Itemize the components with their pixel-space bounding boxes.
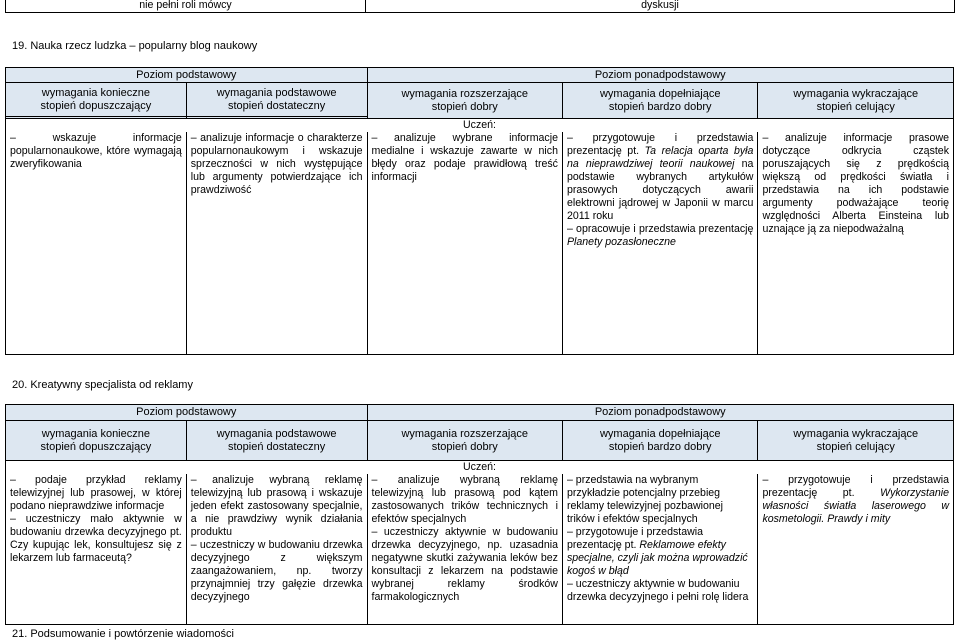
s20-cell-2: – analizuje wybraną reklamę telewizyjną lub prasową i wskazuje jeden efekt zastosowany specjalnie, a nie prawdziwy wynik działania produktu – uczestniczy w budowaniu drzewka decyzyjnego z większym zaangażowaniem, np. tworzy przynajmniej trzy gałęzie drzewka decyzyjnego xyxy=(186,474,367,624)
s20-cell-3: – analizuje wybraną reklamę telewizyjną lub prasową pod kątem zastosowanych trików technicznych i efektów specjalnych – uczestniczy aktywnie w budowaniu drzewka decyzyjnego, np. uzasadnia negatywne skutki zażywania leków bez konsultacji z lekarzem na podstawie wybranej reklamy środków farmakologicznych xyxy=(367,474,562,624)
remnant-cell-b: dyskusji xyxy=(366,0,955,12)
req-header-2: wymagania podstawowe stopień dostateczny xyxy=(186,83,367,117)
remnant-cell-a: nie pełni roli mówcy xyxy=(6,0,366,12)
advanced-level-header: Poziom ponadpodstawowy xyxy=(367,68,954,83)
req-header-4: wymagania dopełniające stopień bardzo dobry xyxy=(562,83,757,119)
basic-level-header: Poziom podstawowy xyxy=(6,405,368,421)
s19-cell-1: – wskazuje informacje popularnonaukowe, które wymagają zweryfikowania xyxy=(6,132,187,354)
s20-cell-4: – przedstawia na wybranym przykładzie potencjalny przebieg reklamy telewizyjnej pozbawionej trików i efektów specjalnych – przygotowuje i przedstawia prezentację pt. Reklamowe efekty specjalne, czyli jak można wprowadzić kogoś w błąd – uczestniczy aktywnie w budowaniu drzewka decyzyjnego i pełni rolę lidera xyxy=(562,474,757,624)
req-header-1: wymagania konieczne stopień dopuszczający xyxy=(6,421,187,461)
s19-cell-4: – przygotowuje i przedstawia prezentację pt. Ta relacja oparta była na nieprawdziwej teorii naukowej na podstawie wybranych artykułów prasowych dotyczących awarii elektrowni jądrowej w Japonii w marcu 2011 roku – opracowuje i przedstawia prezentację Planety pozasłoneczne xyxy=(562,132,757,354)
s20-cell-5: – przygotowuje i przedstawia prezentację pt. Wykorzystanie własności światła laserowego w kosmetologii. Prawdy i mity xyxy=(758,474,954,624)
basic-level-header: Poziom podstawowy xyxy=(6,68,368,83)
student-label: Uczeń: xyxy=(6,461,954,475)
s19-cell-5: – analizuje informacje prasowe dotyczące odkrycia cząstek poruszających się z prędkością większą od prędkości światła i przedstawia na ich podstawie argumenty podważające teorię względności Alberta Einsteina lub uznające ją za niepodważalną xyxy=(758,132,954,354)
req-header-3: wymagania rozszerzające stopień dobry xyxy=(367,421,562,461)
req-header-5: wymagania wykraczające stopień celujący xyxy=(758,421,954,461)
s20-cell-1: – podaje przykład reklamy telewizyjnej lub prasowej, w której podano nieprawdziwe informacje – uczestniczy mało aktywnie w budowaniu drzewka decyzyjnego pt. Czy kupując lek, konsultujesz się z lekarzem lub farmaceutą? xyxy=(6,474,187,624)
section-20-title: 20. Kreatywny specjalista od reklamy xyxy=(12,379,193,391)
s19-cell-3: – analizuje wybrane informacje medialne i wskazuje zawarte w nich błędy oraz podaje prawidłową treść informacji xyxy=(367,132,562,354)
section-21-title: 21. Podsumowanie i powtórzenie wiadomości xyxy=(12,628,234,640)
previous-table-remnant xyxy=(5,0,955,13)
advanced-level-header: Poziom ponadpodstawowy xyxy=(367,405,954,421)
req-header-4: wymagania dopełniające stopień bardzo dobry xyxy=(562,421,757,461)
req-header-5: wymagania wykraczające stopień celujący xyxy=(758,83,954,119)
requirements-table-20 xyxy=(5,404,954,625)
req-header-2: wymagania podstawowe stopień dostateczny xyxy=(186,421,367,461)
req-header-3: wymagania rozszerzające stopień dobry xyxy=(367,83,562,119)
requirements-table-19 xyxy=(5,67,954,355)
student-label: Uczeń: xyxy=(6,119,954,133)
s19-cell-2: – analizuje informacje o charakterze popularnonaukowym i wskazuje sprzeczności w nich występujące lub argumenty potwierdzające ich prawdziwość xyxy=(186,132,367,354)
section-19-title: 19. Nauka rzecz ludzka – popularny blog naukowy xyxy=(12,40,258,52)
req-header-1: wymagania konieczne stopień dopuszczający xyxy=(6,83,187,117)
